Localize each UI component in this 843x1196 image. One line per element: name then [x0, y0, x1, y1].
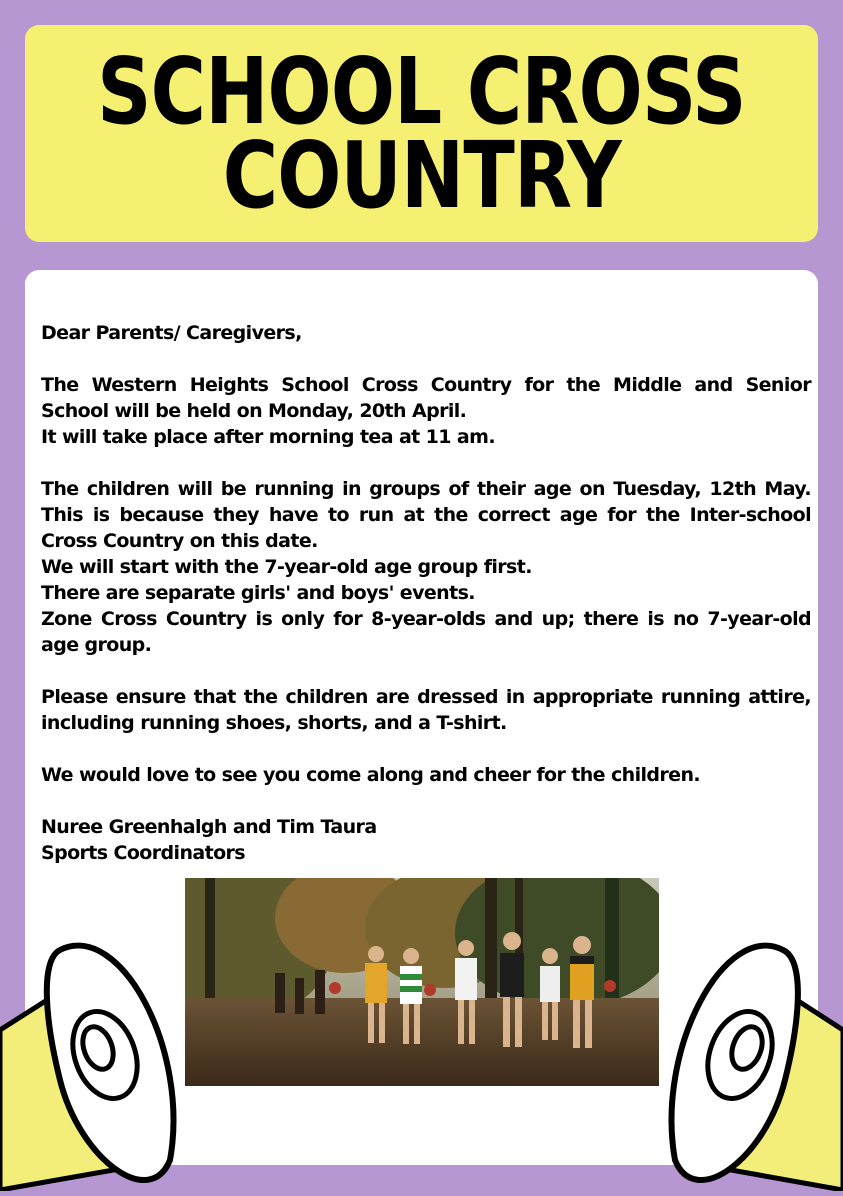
paragraph-age-groups: [41, 476, 811, 658]
separate-events-text: There are separate girls' and boys' events.: [41, 582, 475, 604]
event-time-text: It will take place after morning tea at 11 am.: [41, 426, 495, 448]
title-line-2: COUNTRY: [222, 121, 621, 229]
signature-names: Nuree Greenhalgh and Tim Taura: [41, 816, 377, 838]
title-line-1: SCHOOL CROSS: [97, 37, 746, 145]
paragraph-event-details: [41, 372, 811, 450]
letter-body: [41, 320, 811, 892]
start-group-text: We will start with the 7-year-old age group first.: [41, 556, 532, 578]
signature: [41, 814, 811, 866]
event-date-text: The Western Heights School Cross Country for the Middle and Senior School will be held on Monday, 20th April.: [41, 374, 811, 422]
age-group-text: The children will be running in groups of their age on Tuesday, 12th May. This is because they have to run at the correct age for the Inter-school Cross Country on this date.: [41, 478, 811, 552]
greeting: Dear Parents/ Caregivers,: [41, 322, 302, 344]
title-banner: [25, 25, 818, 242]
megaphone-icon: [640, 930, 843, 1196]
paragraph-invitation: We would love to see you come along and cheer for the children.: [41, 764, 701, 786]
megaphone-icon: [0, 930, 210, 1196]
zone-text: Zone Cross Country is only for 8-year-olds and up; there is no 7-year-old age group.: [41, 608, 811, 656]
signature-title: Sports Coordinators: [41, 842, 246, 864]
paragraph-attire: Please ensure that the children are dressed in appropriate running attire, including running shoes, shorts, and a T-shirt.: [41, 686, 811, 734]
runners-photo: [185, 878, 659, 1086]
